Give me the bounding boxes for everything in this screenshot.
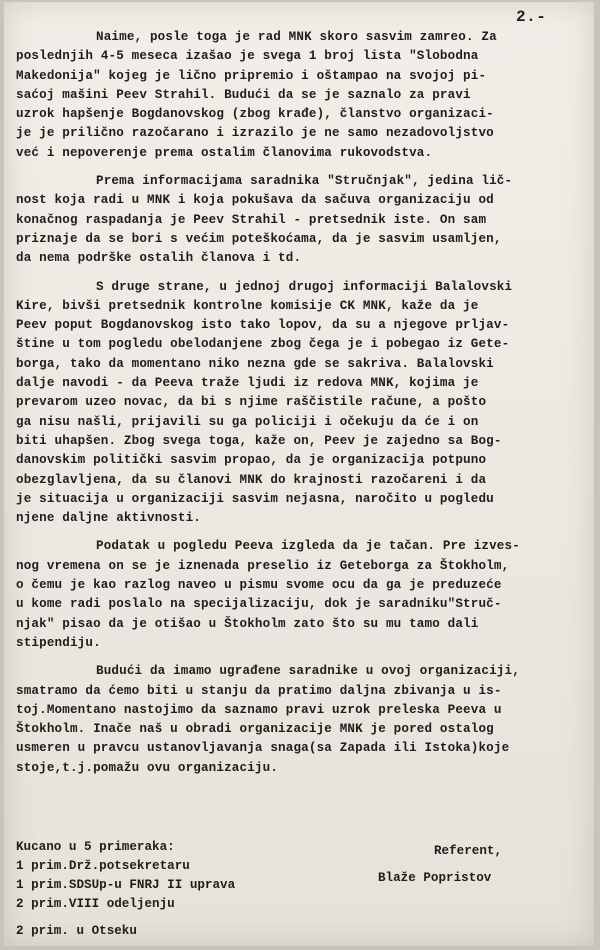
text-line: je situacija u organizaciji sasvim nejasna, naročito u pogledu [16,491,494,506]
text-line: štine u tom pogledu obelodanjene zbog čega je i pobegao iz Gete- [16,337,510,352]
referent-label: Referent, [434,844,503,858]
text-line: Podatak u pogledu Peeva izgleda da je tačan. Pre izves- [96,539,520,554]
text-line: ga nisu našli, prijavili su ga policiji i očekuju da će i on [16,414,479,429]
text-line: toj.Momentano nastojimo da saznamo pravi uzrok preleska Peeva u [16,702,502,717]
text-line: Prema informacijama saradnika "Stručnjak", jedina lič- [96,174,513,189]
typed-in-note: Kucano u 5 primeraka: [16,840,175,854]
distribution-item: 1 prim.Drž.potsekretaru [16,859,190,873]
text-line: smatramo da ćemo biti u stanju da pratimo daljna zbivanja u is- [16,683,502,698]
text-line: da nema podrške ostalih članova i td. [16,251,302,266]
text-line: usmeren u pravcu ustanovljavanja snaga(sa Zapada ili Istoka)koje [16,741,510,756]
text-line: Peev poput Bogdanovskog isto tako lopov, da su a njegove prljav- [16,318,510,333]
paragraph [16,172,586,268]
page-number: 2.- [516,8,547,26]
text-line: u kome radi poslalo na specijalizaciju, dok je saradniku"Struč- [16,597,502,612]
text-line: priznaje da se bori s većim poteškoćama, da je sasvim usamljen, [16,231,502,246]
distribution-item: 1 prim.SDSUp-u FNRJ II uprava [16,878,236,892]
paragraph [16,662,586,778]
referent-name: Blaže Popristov [378,871,492,885]
text-line: stipendiju. [16,635,101,650]
text-line: dalje navodi - da Peeva traže ljudi iz redova MNK, kojima je [16,376,479,391]
paragraph [16,278,586,529]
text-line: njene daljne aktivnosti. [16,511,201,526]
text-line: poslednjih 4-5 meseca izašao je svega 1 broj lista "Slobodna [16,49,479,64]
text-line: je je prilično razočarano i izrazilo je ne samo nezadovoljstvo [16,126,494,141]
signature-block [378,842,588,888]
text-line: o čemu je kao razlog naveo u pismu svome ocu da ga je preduzeće [16,578,502,593]
text-line: Budući da imamo ugrađene saradnike u ovoj organizaciji, [96,664,520,679]
text-line: stoje,t.j.pomažu ovu organizaciju. [16,760,279,775]
text-line: nog vremena on se je iznenada preselio iz Geteborga za Štokholm, [16,558,510,573]
text-line: nost koja radi u MNK i koja pokušava da sačuva organizaciju od [16,193,494,208]
text-line: Štokholm. Inače naš u obradi organizacije MNK je pored ostalog [16,722,494,737]
distribution-item: 2 prim.VIII odeljenju [16,897,175,911]
paragraph [16,537,586,653]
distribution-list [16,838,376,941]
text-line: Naime, posle toga je rad MNK skoro sasvim zamreo. Za [96,30,497,44]
text-line: biti uhapšen. Zbog svega toga, kaže on, Peev je zajedno sa Bog- [16,433,502,448]
text-line: prevarom uzeo novac, da bi s njime raščistile račune, a pošto [16,395,487,410]
text-line: borga, tako da momentano niko nezna gde se sakriva. Balalovski [16,356,494,371]
text-line: njak" pisao da je otišao u Štokholm zato što su mu tamo dali [16,616,479,631]
text-line: obezglavljena, da su članovi MNK do krajnosti razočareni i da [16,472,487,487]
text-line: konačnog raspadanja je Peev Strahil - pretsednik iste. On sam [16,212,487,227]
text-line: saćoj mašini Peev Strahil. Budući da se je saznalo za pravi [16,87,471,102]
distribution-item: 2 prim. u Otseku [16,924,137,938]
document-body [16,28,586,787]
text-line: već i nepoverenje prema ostalim članovima rukovodstva. [16,145,433,160]
text-line: S druge strane, u jednoj drugoj informaciji Balalovski [96,279,513,294]
text-line: uzrok hapšenje Bogdanovskog (zbog krađe), članstvo organizaci- [16,107,494,122]
text-line: Makedonija" kojeg je lično pripremio i oštampao na svojoj pi- [16,68,487,83]
document-page [4,2,594,946]
text-line: danovskim politički sasvim propao, da je organizacija potpuno [16,453,487,468]
paragraph [16,28,586,163]
text-line: Kire, bivši pretsednik kontrolne komisije CK MNK, kaže da je [16,298,479,313]
